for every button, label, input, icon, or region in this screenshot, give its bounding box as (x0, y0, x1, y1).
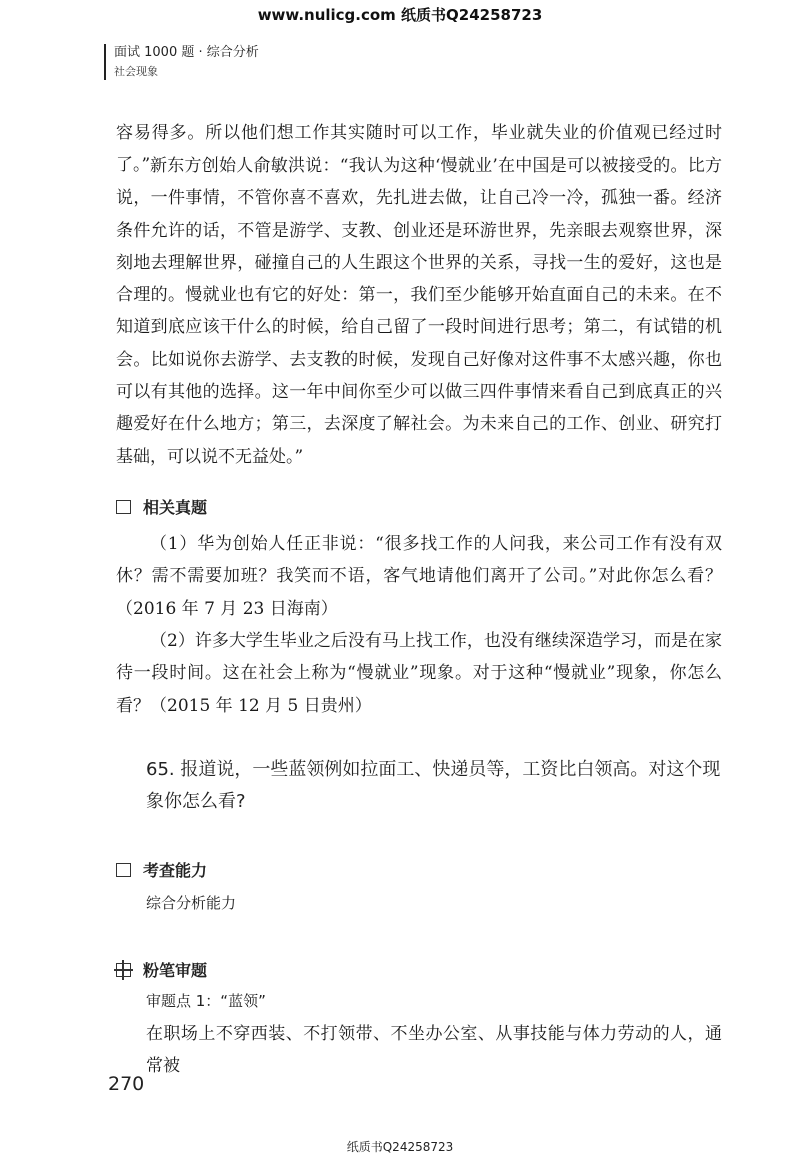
bottom-watermark: 纸质书Q24258723 (346, 1140, 454, 1154)
related-heading (116, 495, 207, 518)
ability-heading (116, 858, 207, 881)
page-number: 270 (108, 1073, 145, 1095)
ability-heading-text: 考查能力 (143, 861, 208, 880)
section-box-icon (116, 863, 131, 877)
review-point: 审题点 1：“蓝领” (146, 992, 266, 1010)
header-title: 面试 1000 题 · 综合分析 (114, 45, 259, 60)
paragraph-continued: 容易得多。所以他们想工作其实随时可以工作，毕业就失业的价值观已经过时了。” (116, 123, 722, 176)
related-item: （2）许多大学生毕业之后没有马上找工作，也没有继续深造学习，而是在家待一段时间。这在社会上称为“慢就业”现象。对于这种“慢就业”现象，你怎么看？（2015 年 12 月 5 日贵州） (116, 631, 722, 716)
section-box-icon (116, 500, 131, 514)
ability-text: 综合分析能力 (146, 894, 237, 912)
header-subtitle: 社会现象 (114, 65, 158, 78)
top-watermark: www.nulicg.com 纸质书Q24258723 (257, 6, 543, 24)
paragraph-quote: 新东方创始人俞敏洪说：“我认为这种‘慢就业’在中国是可以被接受的。比方说，一件事情，不管你喜不喜欢，先扎进去做，让自己冷一冷，孤独一番。经济条件允许的话，不管是游学、支教、创业还是环游世界，先亲眼去观察世界，深刻地去理解世界，碰撞自己的人生跟这个世界的关系，寻找一生的爱好，这也是合理的。慢就业也有它的好处：第一，我们至少能够开始直面自己的未来。在不知道到底应该干什么的时候，给自己留了一段时间进行思考；第二，有试错的机会。比如说你去游学、去支教的时候，发现自己好像对这件事不太感兴趣，你也可以有其他的选择。这一年中间你至少可以做三四件事情来看自己到底真正的兴趣爱好在什么地方；第三，去深度了解社会。为未来自己的工作、创业、研究打基础，可以说不无益处。” (116, 156, 722, 467)
question-65: 65. 报道说，一些蓝领例如拉面工、快递员等，工资比白领高。对这个现象你怎么看? (146, 759, 721, 812)
related-heading-text: 相关真题 (143, 498, 208, 517)
review-heading (116, 958, 207, 981)
running-header (104, 44, 259, 80)
section-cross-icon (116, 963, 131, 977)
review-heading-text: 粉笔审题 (143, 961, 208, 980)
related-item: （1）华为创始人任正非说：“很多找工作的人问我，来公司工作有没有双休？需不需要加班？我笑而不语，客气地请他们离开了公司。”对此你怎么看？（2016 年 7 月 23 日海南） (116, 534, 722, 619)
review-text: 在职场上不穿西装、不打领带、不坐办公室、从事技能与体力劳动的人，通常被 (146, 1024, 722, 1077)
